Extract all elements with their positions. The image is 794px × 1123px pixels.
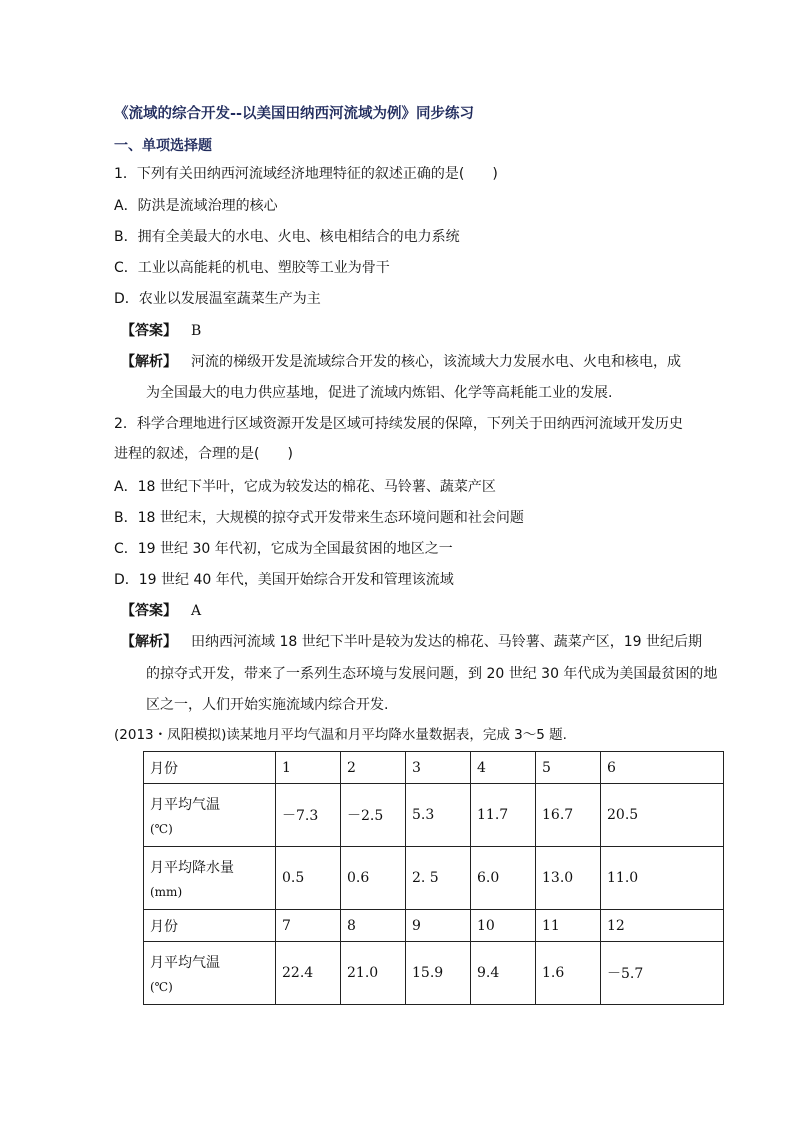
question-1-option-b: B．拥有全美最大的水电、火电、核电相结合的电力系统 xyxy=(114,229,460,245)
table-cell: 2. 5 xyxy=(406,847,471,910)
precip-header xyxy=(144,847,276,910)
table-cell: 6 xyxy=(601,752,724,784)
table-cell: 21.0 xyxy=(341,942,406,1005)
table-cell: 11 xyxy=(536,910,601,942)
question-2-stem-cont: 进程的叙述，合理的是( ) xyxy=(114,446,293,462)
table-cell: 1 xyxy=(276,752,341,784)
analysis-label: 【解析】 xyxy=(121,634,177,650)
month-header: 月份 xyxy=(144,910,276,942)
table-cell: 5 xyxy=(536,752,601,784)
temp-header xyxy=(144,784,276,847)
question-1-option-a: A．防洪是流域治理的核心 xyxy=(114,198,278,214)
question-2-analysis xyxy=(121,632,702,652)
table-cell: －5.7 xyxy=(601,942,724,1005)
analysis-text: 河流的梯级开发是流域综合开发的核心，该流域大力发展水电、火电和核电，成 xyxy=(191,354,681,370)
table-cell: 13.0 xyxy=(536,847,601,910)
temp-label: 月平均气温 xyxy=(150,955,220,971)
climate-data-table xyxy=(143,751,724,1005)
table-row xyxy=(144,847,724,910)
question-2-analysis-cont: 的掠夺式开发，带来了一系列生态环境与发展问题，到 20 世纪 30 年代成为美国最贫困的地 xyxy=(146,666,718,682)
table-cell: 9.4 xyxy=(471,942,536,1005)
table-cell: 5.3 xyxy=(406,784,471,847)
analysis-text: 田纳西河流域 18 世纪下半叶是较为发达的棉花、马铃薯、蔬菜产区，19 世纪后期 xyxy=(191,634,702,650)
question-2-option-c: C．19 世纪 30 年代初，它成为全国最贫困的地区之一 xyxy=(114,541,453,557)
question-1-answer xyxy=(121,321,201,341)
table-row xyxy=(144,910,724,942)
table-cell: 22.4 xyxy=(276,942,341,1005)
analysis-label: 【解析】 xyxy=(121,354,177,370)
table-cell: －2.5 xyxy=(341,784,406,847)
question-1-stem: 1．下列有关田纳西河流域经济地理特征的叙述正确的是( ) xyxy=(114,166,498,182)
table-cell: 0.6 xyxy=(341,847,406,910)
question-2-option-d: D．19 世纪 40 年代，美国开始综合开发和管理该流域 xyxy=(114,572,454,588)
question-1-analysis xyxy=(121,352,681,372)
document-title: 《流域的综合开发--以美国田纳西河流域为例》同步练习 xyxy=(114,106,475,122)
table-cell: 1.6 xyxy=(536,942,601,1005)
answer-label: 【答案】 xyxy=(121,323,177,339)
table-cell: 3 xyxy=(406,752,471,784)
question-2-answer xyxy=(121,601,201,621)
temp-header xyxy=(144,942,276,1005)
table-row xyxy=(144,784,724,847)
table-cell: 16.7 xyxy=(536,784,601,847)
precip-label: 月平均降水量 xyxy=(150,860,234,876)
temp-label: 月平均气温 xyxy=(150,797,220,813)
question-2-analysis-cont2: 区之一，人们开始实施流域内综合开发. xyxy=(146,697,389,713)
month-header: 月份 xyxy=(144,752,276,784)
table-intro: (2013・凤阳模拟)读某地月平均气温和月平均降水量数据表，完成 3～5 题. xyxy=(114,727,567,743)
table-cell: 6.0 xyxy=(471,847,536,910)
question-1-option-c: C．工业以高能耗的机电、塑胶等工业为骨干 xyxy=(114,260,390,276)
table-row xyxy=(144,942,724,1005)
table-cell: 12 xyxy=(601,910,724,942)
question-2-stem: 2．科学合理地进行区域资源开发是区域可持续发展的保障，下列关于田纳西河流域开发历史 xyxy=(114,416,683,432)
table-cell: 15.9 xyxy=(406,942,471,1005)
table-cell: 2 xyxy=(341,752,406,784)
question-1-option-d: D．农业以发展温室蔬菜生产为主 xyxy=(114,291,321,307)
table-cell: 9 xyxy=(406,910,471,942)
temp-unit: (℃) xyxy=(150,822,173,836)
question-2-option-b: B．18 世纪末，大规模的掠夺式开发带来生态环境问题和社会问题 xyxy=(114,510,524,526)
table-row xyxy=(144,752,724,784)
table-cell: 4 xyxy=(471,752,536,784)
table-cell: 11.0 xyxy=(601,847,724,910)
table-cell: 7 xyxy=(276,910,341,942)
table-cell: 0.5 xyxy=(276,847,341,910)
table-cell: 11.7 xyxy=(471,784,536,847)
answer-value: A xyxy=(191,603,202,619)
section-heading: 一、单项选择题 xyxy=(114,138,212,154)
precip-unit: (mm) xyxy=(150,885,183,899)
answer-value: B xyxy=(191,323,202,339)
answer-label: 【答案】 xyxy=(121,603,177,619)
temp-unit: (℃) xyxy=(150,980,173,994)
question-1-analysis-cont: 为全国最大的电力供应基地，促进了流域内炼铝、化学等高耗能工业的发展. xyxy=(146,385,613,401)
question-2-option-a: A．18 世纪下半叶，它成为较发达的棉花、马铃薯、蔬菜产区 xyxy=(114,479,496,495)
table-cell: 20.5 xyxy=(601,784,724,847)
table-cell: 10 xyxy=(471,910,536,942)
table-cell: －7.3 xyxy=(276,784,341,847)
table-cell: 8 xyxy=(341,910,406,942)
